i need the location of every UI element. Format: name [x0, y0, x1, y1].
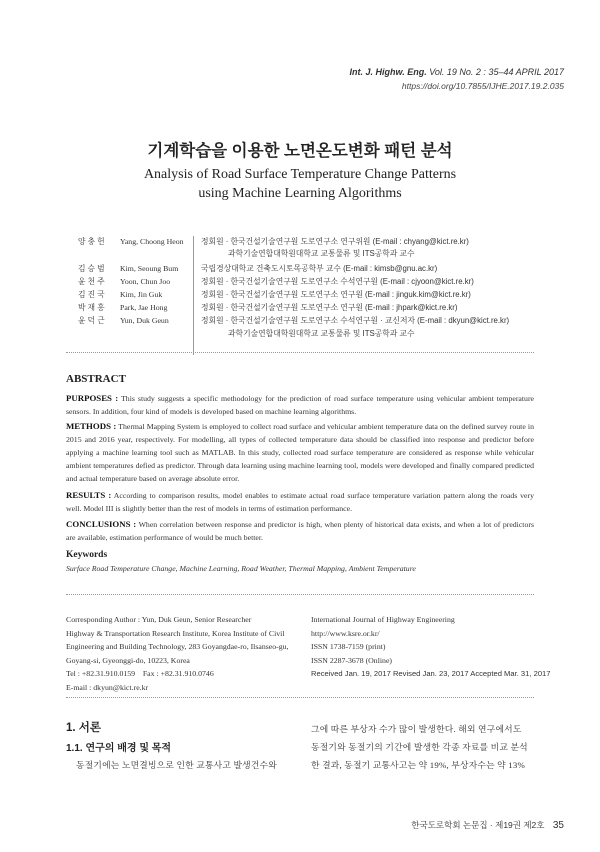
body-text-right: 한 결과, 동절기 교통사고는 약 19%, 부상자수는 약 13% [311, 760, 526, 770]
corr-email[interactable]: E-mail : dkyun@kict.re.kr [66, 682, 149, 692]
author-name-ko: 김진국 [78, 290, 107, 299]
corr-line: Tel : +82.31.910.0159 Fax : +82.31.910.0746 [66, 669, 214, 679]
footer-journal: 한국도로학회 논문집 · 제19권 제2호 [411, 820, 545, 830]
author-affiliation: 정회원 · 한국건설기술연구원 도로연구소 연구원 (E-mail : jhpark@kict.re.kr) [201, 303, 458, 312]
divider [66, 697, 534, 698]
author-affiliation: 정회원 · 한국건설기술연구원 도로연구소 연구원 (E-mail : jinguk.kim@kict.re.kr) [201, 290, 471, 299]
page-footer [411, 819, 564, 831]
author-affiliation: 정회원 · 한국건설기술연구원 도로연구소 수석연구원 · 교신저자 (E-mail : dkyun@kict.re.kr) [201, 316, 510, 325]
purposes-text: This study suggests a specific methodology for the prediction of road surface temperature using vehicular ambient temperature sensors. In addition, four kind of models is developed based on machine learning algorithms. [66, 394, 535, 416]
section-heading: 1. 서론 [66, 722, 102, 734]
author-affiliation-2: 과학기술연합대학원대학교 교통물류 및 ITS공학과 교수 [228, 329, 415, 338]
doi-link[interactable]: https://doi.org/10.7855/IJHE.2017.19.2.035 [401, 81, 564, 91]
title-english-line2: using Machine Learning Algorithms [198, 186, 402, 201]
journal-header [350, 67, 564, 77]
author-affiliation-2: 과학기술연합대학원대학교 교통물류 및 ITS공학과 교수 [228, 249, 415, 258]
issn-online: ISSN 2287-3678 (Online) [311, 655, 392, 665]
author-name-en: Park, Jae Hong [120, 303, 168, 312]
journal-info-block [311, 613, 551, 681]
journal-name: International Journal of Highway Engineering [311, 615, 455, 624]
author-name-en: Kim, Jin Guk [120, 290, 163, 299]
abstract-conclusions [66, 518, 534, 544]
divider [66, 594, 534, 595]
conclusions-text: When correlation between response and predictor is high, when plenty of historical data exists, and when a lot of predictors are available, estimation performance of would be much better. [66, 520, 535, 542]
corr-line: Corresponding Author : Yun, Duk Geun, Senior Researcher [66, 615, 252, 624]
abstract-heading: ABSTRACT [66, 373, 126, 385]
divider [66, 352, 534, 353]
abstract-results [66, 489, 534, 515]
results-label: RESULTS : [66, 490, 112, 500]
body-text-left: 동절기에는 노면결빙으로 인한 교통사고 발생건수와 [76, 760, 277, 770]
body-text-right: 그에 따른 부상자 수가 많이 발생한다. 해외 연구에서도 [311, 724, 522, 734]
title-english [0, 165, 600, 203]
journal-abbrev: Int. J. Highw. Eng. [349, 67, 427, 77]
page-number: 35 [552, 820, 564, 831]
author-name-ko: 김승범 [78, 264, 107, 273]
title-korean: 기계학습을 이용한 노면온도변화 패턴 분석 [147, 142, 453, 160]
journal-volume: Vol. 19 No. 2 : 35–44 APRIL 2017 [429, 67, 564, 77]
journal-url[interactable]: http://www.ksre.or.kr/ [311, 628, 380, 638]
author-affiliation: 국립경상대학교 건축도시토목공학부 교수 (E-mail : kimsb@gnu.ac.kr) [201, 264, 438, 273]
author-affiliation: 정회원 · 한국건설기술연구원 도로연구소 수석연구원 (E-mail : cjyoon@kict.re.kr) [201, 277, 474, 286]
conclusions-label: CONCLUSIONS : [66, 519, 137, 529]
author-name-en: Yang, Choong Heon [120, 237, 184, 246]
abstract-purposes [66, 392, 534, 418]
body-text-right: 동절기와 동절기의 기간에 발생한 각종 자료를 비교 분석 [311, 742, 528, 752]
subsection-heading: 1.1. 연구의 배경 및 목적 [66, 743, 172, 754]
received-label: Received [311, 669, 343, 679]
accepted-label: Accepted [470, 669, 502, 679]
purposes-label: PURPOSES : [66, 393, 119, 403]
author-name-ko: 윤천주 [78, 277, 107, 286]
author-name-ko: 박재홍 [78, 303, 107, 312]
author-list [0, 236, 600, 366]
abstract-methods [66, 420, 534, 485]
corr-line: Engineering and Building Technology, 283 Goyangdae-ro, Ilsanseo-gu, [66, 642, 289, 652]
keywords-heading: Keywords [66, 550, 108, 560]
author-name-en: Yoon, Chun Joo [120, 277, 171, 286]
revised-label: Revised [392, 669, 421, 679]
author-name-ko: 양충헌 [78, 237, 107, 246]
methods-label: METHODS : [66, 421, 117, 431]
author-affiliation: 정회원 · 한국건설기술연구원 도로연구소 연구위원 (E-mail : chyang@kict.re.kr) [201, 237, 469, 246]
author-name-en: Yun, Duk Geun [120, 316, 169, 325]
author-name-en: Kim, Seoung Bum [120, 264, 179, 273]
title-english-line1: Analysis of Road Surface Temperature Change Patterns [143, 167, 457, 182]
dates-line [311, 667, 551, 681]
issn-print: ISSN 1738-7159 (print) [311, 642, 386, 652]
keywords-text: Surface Road Temperature Change, Machine Learning, Road Weather, Thermal Mapping, Ambient Temperature [66, 564, 416, 573]
results-text: According to comparison results, model enables to estimate actual road surface temperature variation pattern along the roads very well. Model III is slightly better than the rest of models in terms of estimation performance. [66, 491, 534, 513]
methods-text: Thermal Mapping System is employed to collect road surface and vehicular ambient temperature data on the defined survey route in 2015 and 2016 year, respectively. For modelling, all types of collected temperature data should be classified into response and predictor before applying a machine learning tool such as MATLAB. In this study, collected road surface temperature are considered as response while vehicular ambient temperatures defied as predictor. Through data learning using machine learning tool, models were developed and finally compared predicted and actual temperature based on average absolute error. [66, 422, 534, 483]
corresponding-author-block [66, 613, 301, 695]
corr-line: Highway & Transportation Research Institute, Korea Institute of Civil [66, 628, 285, 638]
author-name-ko: 윤덕근 [78, 316, 107, 325]
revised-date: Jan. 23, 2017 [422, 669, 469, 679]
received-date: Jan. 19, 2017 [344, 669, 391, 679]
accepted-date: Mar. 31, 2017 [504, 669, 551, 679]
corr-line: Goyang-si, Gyeonggi-do, 10223, Korea [66, 655, 190, 665]
